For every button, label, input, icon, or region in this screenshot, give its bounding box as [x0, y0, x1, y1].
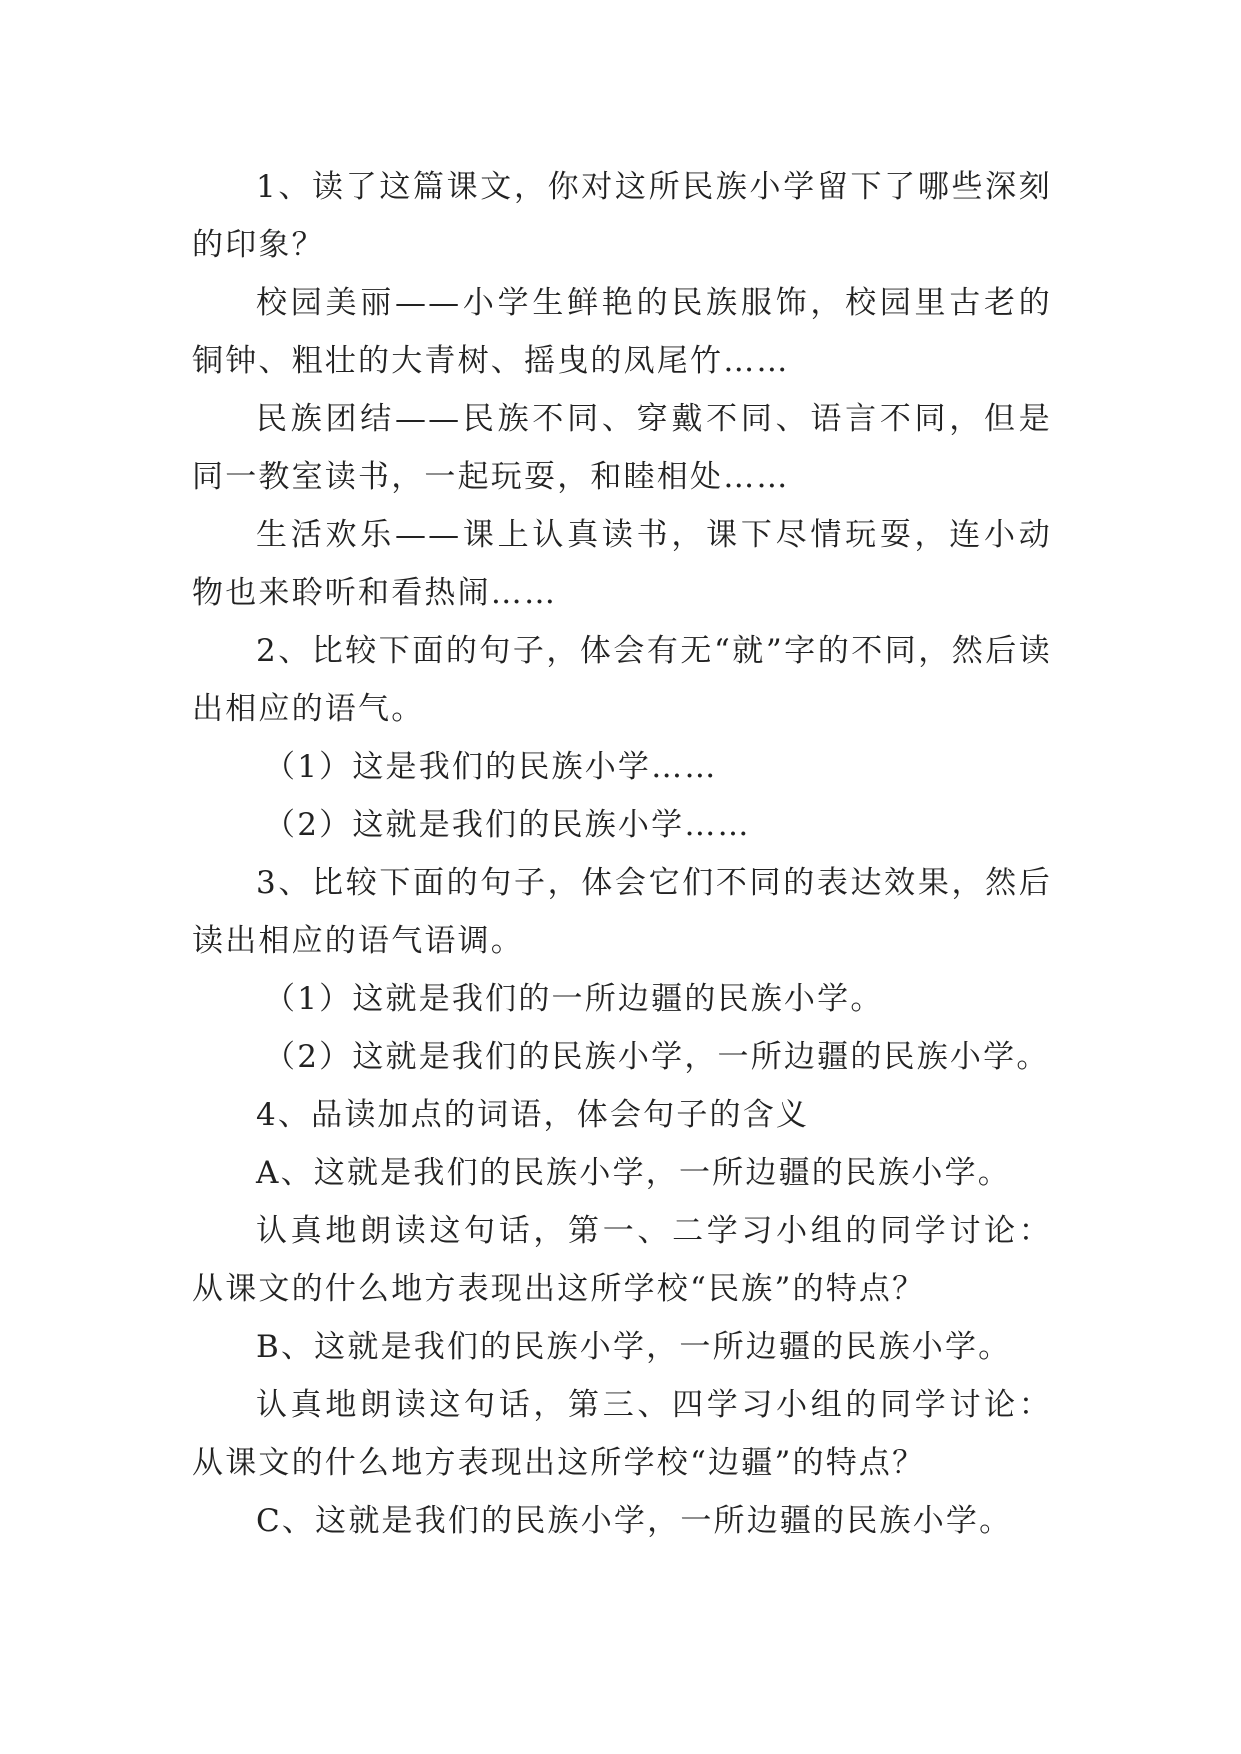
item-a-task: 认真地朗读这句话，第一、二学习小组的同学讨论：从课文的什么地方表现出这所学校“民族”的特点？: [192, 1213, 1052, 1307]
question-2-sentence-2: （2）这就是我们的民族小学……: [264, 807, 751, 843]
item-a: A、这就是我们的民族小学，一所边疆的民族小学。: [256, 1155, 1011, 1191]
question-3-sentence-1: （1）这就是我们的一所边疆的民族小学。: [264, 981, 884, 1017]
document-body: [192, 158, 1052, 1550]
answer-ethnic-unity: 民族团结——民族不同、穿戴不同、语言不同，但是同一教室读书，一起玩耍，和睦相处……: [192, 401, 1052, 495]
answer-campus-beauty: 校园美丽——小学生鲜艳的民族服饰，校园里古老的铜钟、粗壮的大青树、摇曳的凤尾竹……: [192, 285, 1052, 379]
question-3-sentence-2: （2）这就是我们的民族小学，一所边疆的民族小学。: [264, 1039, 1050, 1075]
question-2: 2、比较下面的句子，体会有无“就”字的不同，然后读出相应的语气。: [192, 633, 1052, 727]
question-3: 3、比较下面的句子，体会它们不同的表达效果，然后读出相应的语气语调。: [192, 865, 1052, 959]
item-b: B、这就是我们的民族小学，一所边疆的民族小学。: [256, 1329, 1012, 1365]
question-1: 1、读了这篇课文，你对这所民族小学留下了哪些深刻的印象？: [192, 169, 1052, 263]
answer-joyful-life: 生活欢乐——课上认真读书，课下尽情玩耍，连小动物也来聆听和看热闹……: [192, 517, 1052, 611]
question-4: 4、品读加点的词语，体会句子的含义: [256, 1097, 810, 1133]
question-2-sentence-1: （1）这是我们的民族小学……: [264, 749, 718, 785]
item-b-task: 认真地朗读这句话，第三、四学习小组的同学讨论：从课文的什么地方表现出这所学校“边疆”的特点？: [192, 1387, 1052, 1481]
item-c: C、这就是我们的民族小学，一所边疆的民族小学。: [256, 1503, 1013, 1539]
